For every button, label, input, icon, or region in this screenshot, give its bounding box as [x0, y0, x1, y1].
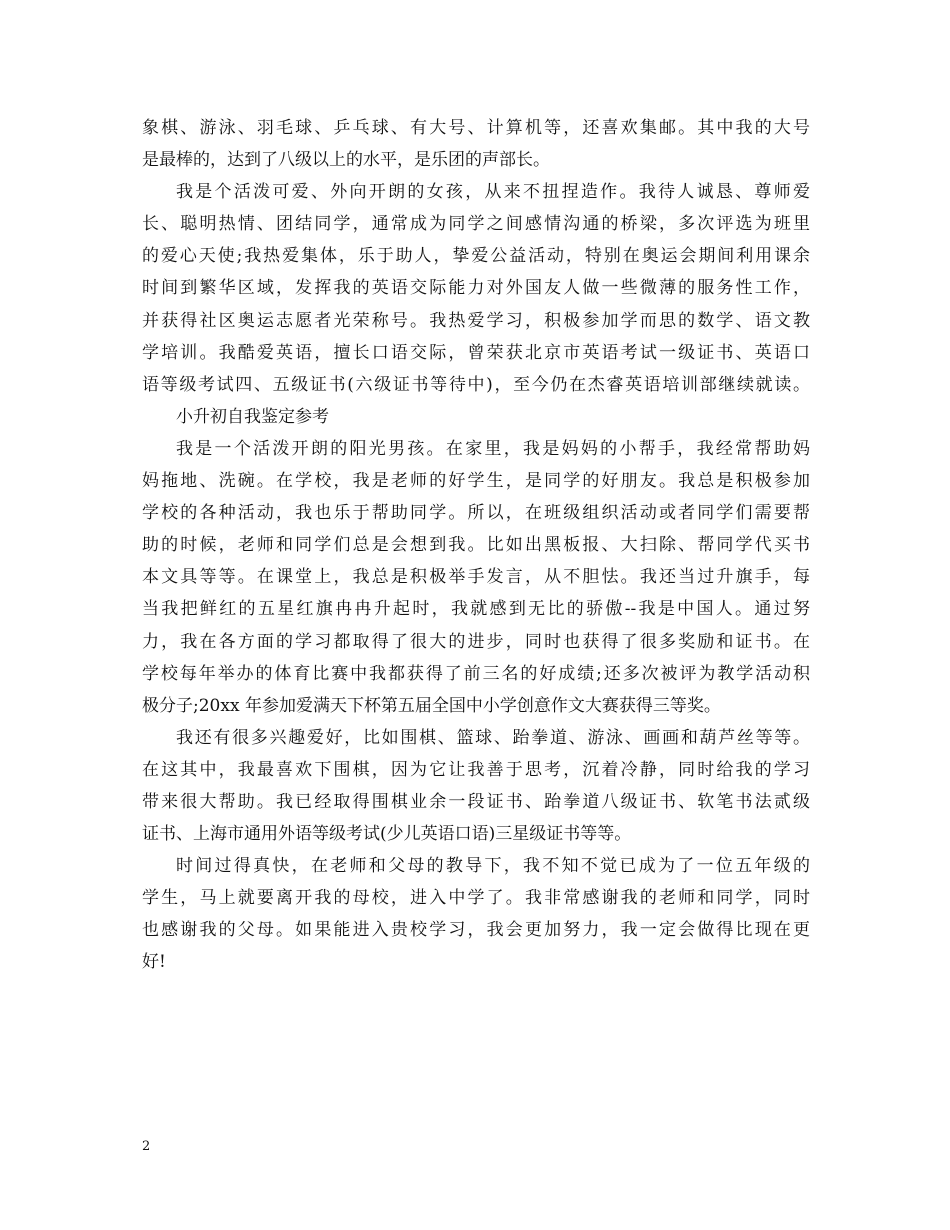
text-line: 长、聪明热情、团结同学，通常成为同学之间感情沟通的桥梁，多次评选为班里 — [142, 214, 810, 235]
text-line: 学培训。我酷爱英语，擅长口语交际，曾荣获北京市英语考试一级证书、英语口 — [142, 342, 810, 363]
text-line: 证书、上海市通用外语等级考试(少儿英语口语)三星级证书等等。 — [142, 824, 632, 845]
text-line: 在这其中，我最喜欢下围棋，因为它让我善于思考，沉着冷静，同时给我的学习 — [142, 759, 810, 780]
text-line: 助的时候，老师和同学们总是会想到我。比如出黑板报、大扫除、帮同学代买书 — [142, 535, 810, 556]
text-line: 时间过得真快，在老师和父母的教导下，我不知不觉已成为了一位五年级的 — [176, 856, 810, 877]
document-body — [142, 112, 810, 979]
text-line: 学校的各种活动，我也乐于帮助同学。所以，在班级组织活动或者同学们需要帮 — [142, 503, 810, 524]
text-line: 小升初自我鉴定参考 — [176, 406, 329, 427]
text-line: 并获得社区奥运志愿者光荣称号。我热爱学习，积极参加学而思的数学、语文教 — [142, 310, 810, 331]
text-line: 象棋、游泳、羽毛球、乒乓球、有大号、计算机等，还喜欢集邮。其中我的大号 — [142, 118, 810, 138]
page-number: 2 — [142, 1139, 151, 1154]
text-line: 语等级考试四、五级证书(六级证书等待中)，至今仍在杰睿英语培训部继续就读。 — [142, 374, 810, 395]
text-line: 极分子;20xx 年参加爱满天下杯第五届全国中小学创意作文大赛获得三等奖。 — [142, 695, 721, 716]
text-line: 是最棒的，达到了八级以上的水平，是乐团的声部长。 — [142, 150, 550, 171]
text-line: 当我把鲜红的五星红旗冉冉升起时，我就感到无比的骄傲--我是中国人。通过努 — [142, 599, 810, 620]
text-line: 时间到繁华区域，发挥我的英语交际能力对外国友人做一些微薄的服务性工作， — [142, 278, 810, 299]
text-line: 也感谢我的父母。如果能进入贵校学习，我会更加努力，我一定会做得比现在更 — [142, 920, 810, 941]
text-line: 力，我在各方面的学习都取得了很大的进步，同时也获得了很多奖励和证书。在 — [142, 631, 810, 652]
text-line: 妈拖地、洗碗。在学校，我是老师的好学生，是同学的好朋友。我总是积极参加 — [142, 471, 810, 492]
text-line: 我还有很多兴趣爱好，比如围棋、篮球、跆拳道、游泳、画画和葫芦丝等等。 — [176, 727, 810, 748]
text-line: 我是个活泼可爱、外向开朗的女孩，从来不扭捏造作。我待人诚恳、尊师爱 — [176, 182, 810, 203]
text-line: 的爱心天使;我热爱集体，乐于助人，挚爱公益活动，特别在奥运会期间利用课余 — [142, 246, 810, 267]
text-line: 学校每年举办的体育比赛中我都获得了前三名的好成绩;还多次被评为教学活动积 — [142, 663, 810, 684]
text-line: 学生，马上就要离开我的母校，进入中学了。我非常感谢我的老师和同学，同时 — [142, 888, 810, 909]
text-line: 我是一个活泼开朗的阳光男孩。在家里，我是妈妈的小帮手，我经常帮助妈 — [176, 438, 810, 459]
text-line: 带来很大帮助。我已经取得围棋业余一段证书、跆拳道八级证书、软笔书法贰级 — [142, 791, 810, 812]
text-line: 好! — [142, 952, 166, 973]
text-line: 本文具等等。在课堂上，我总是积极举手发言，从不胆怯。我还当过升旗手，每 — [142, 567, 810, 588]
